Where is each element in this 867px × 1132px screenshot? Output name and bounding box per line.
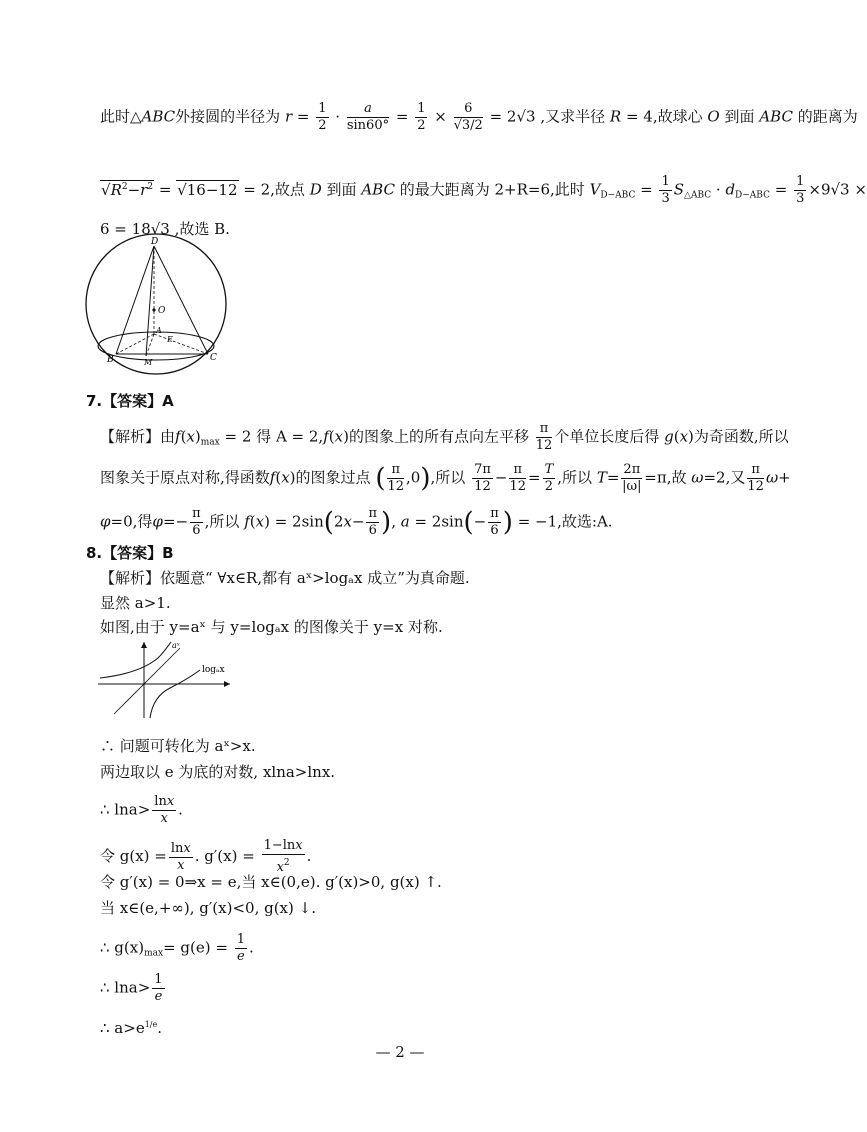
q7-line-1: 【解析】由$f(x)_{max} = 2$ 得 A = 2,f(x)的图象上的所有点向左平移 $\frac{\pi}{12}$ 个单位长度后得 g(x)为奇函数,所以 [100,421,789,453]
label-log-curve: logₐx [202,665,225,675]
q8-line-9: 当 x∈(e,+∞), g′(x)<0, g(x) ↓. [100,899,316,917]
q8-line-5: 两边取以 e 为底的对数, xlna>lnx. [100,763,336,781]
q8-line-3: 如图,由于 y=aˣ 与 y=logₐx 的图像关于 y=x 对称. [100,618,443,636]
label-E: E [167,335,173,344]
q8-line-10: ∴ $g(x)_{max}= g(e)$ = $\frac{1}{e}$ . [100,932,254,964]
q8-line-8: 令 g′(x) = 0⇒x = e,当 x∈(0,e). g′(x)>0, g(x) ↑. [100,873,442,891]
q7-line-2: 图象关于原点对称,得函数f(x)的图象过点 ( $\frac{\pi}{12}$ ,0),所以 $\frac{7\pi}{12}$ − $\frac{\pi}{12}$ = $\frac{T}{2}$ ,所以 T= $\frac{2\pi}{|\omega|}$ =π,故 ω=2,又 $\frac{\pi}{12}$ ω+ [100,462,791,494]
label-C: C [210,353,217,363]
label-A: A [156,326,162,335]
q8-line-7: 令 g(x) = $\frac{\ln x}{x}$ . g′(x) = $\frac{1-\ln x}{x^2}$ . [100,838,312,875]
q8-line-2: 显然 a>1. [100,594,171,612]
sphere-pyramid-figure [82,238,232,380]
label-B: B [107,355,114,365]
page-number: — 2 — [375,1043,425,1061]
q7-line-3: φ=0,得φ=− $\frac{\pi}{6}$ ,所以 f(x) = 2sin(2x− $\frac{\pi}{6}$ ), a = 2sin(− $\frac{\pi}{6}$ ) = −1,故选:A. [100,506,613,538]
q8-line-12: ∴ $a>e^{1/e}$. [100,1019,163,1037]
label-M: M [144,358,153,367]
label-D: D [151,237,159,247]
q8-line-11: ∴ lna> $\frac{1}{e}$ [100,972,163,1004]
solution-line-2: $√R^2-r^2 = √16-12 = 2$,故点 D 到面 ABC 的最大距离为 2+R=6,此时 $V_{D-ABC}$ = $\frac{1}{3}$ $S_{\triangle ABC} \cdot d_{D-ABC}$ = $\frac{1}{3}$ ×9√3 × [101,174,867,206]
solution-line-3: 6 = 18√3 ,故选 B. [100,220,230,238]
q8-answer-title: 8.【答案】B [86,544,174,562]
q8-line-6: ∴ lna> $\frac{\ln x}{x}$ . [100,794,183,826]
exp-log-graph-figure [96,638,236,720]
label-O: O [158,306,166,316]
q7-answer-title: 7.【答案】A [86,392,174,410]
label-exp-curve: aˣ [172,641,180,650]
q8-line-1: 【解析】依题意“ ∀x∈R,都有 aˣ>logₐx 成立”为真命题. [100,569,470,587]
solution-line-1: 此时△ABC外接圆的半径为 r = $\frac{1}{2}$ · $\frac{a}{\sin 60^\circ}$ = $\frac{1}{2}$ × $\frac{6}{√3/2}$ = 2√3 ,又求半径 R = 4,故球心 O 到面 ABC 的距离为 [100,101,858,133]
q8-line-4: ∴ 问题可转化为 aˣ>x. [100,737,256,755]
